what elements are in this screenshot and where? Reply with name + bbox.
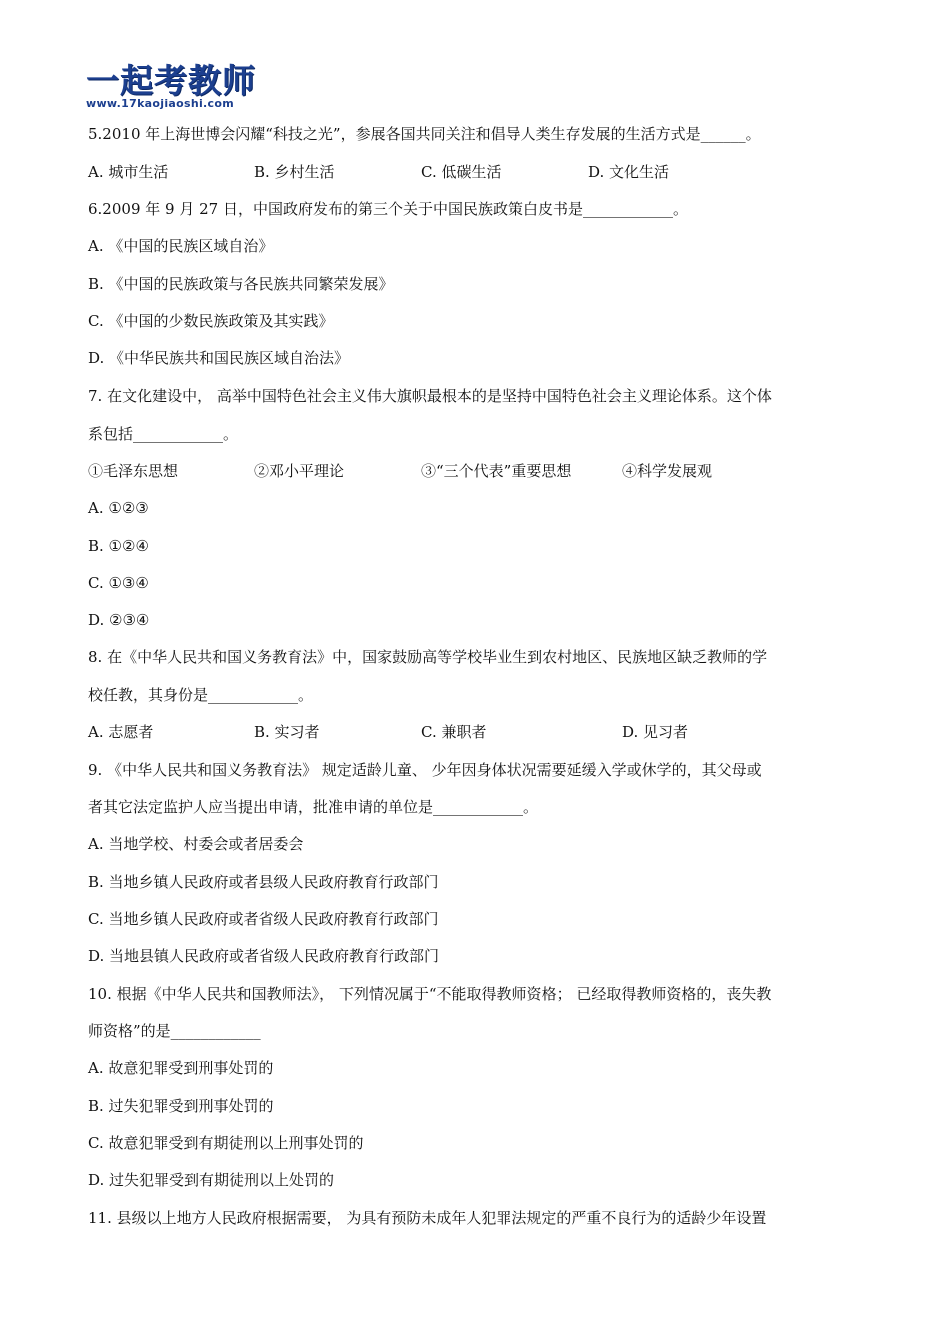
q9-option-d: D. 当地县镇人民政府或者省级人民政府教育行政部门 bbox=[88, 947, 440, 965]
q10-option-d: D. 过失犯罪受到有期徒刑以上处罚的 bbox=[88, 1171, 335, 1189]
logo bbox=[86, 61, 256, 112]
q6-option-a: A. 《中国的民族区域自治》 bbox=[88, 237, 274, 255]
q8-option-a: A. 志愿者 bbox=[88, 723, 154, 741]
q5-option-b: B. 乡村生活 bbox=[254, 163, 335, 181]
q8-option-c: C. 兼职者 bbox=[421, 723, 487, 741]
q10-option-a: A. 故意犯罪受到刑事处罚的 bbox=[88, 1059, 274, 1077]
q10-option-c: C. 故意犯罪受到有期徒刑以上刑事处罚的 bbox=[88, 1134, 364, 1152]
q7-item-2: ②邓小平理论 bbox=[254, 462, 345, 480]
q7-item-3: ③“三个代表”重要思想 bbox=[421, 462, 572, 480]
q9-option-b: B. 当地乡镇人民政府或者县级人民政府教育行政部门 bbox=[88, 873, 439, 891]
q5-stem: 5.2010 年上海世博会闪耀“科技之光”，参展各国共同关注和倡导人类生存发展的生活方式是______。 bbox=[88, 125, 761, 143]
q6-option-d: D. 《中华民族共和国民族区域自治法》 bbox=[88, 349, 350, 367]
q5-option-a: A. 城市生活 bbox=[88, 163, 169, 181]
q7-option-d: D. ②③④ bbox=[88, 611, 150, 629]
q9-option-a: A. 当地学校、村委会或者居委会 bbox=[88, 835, 304, 853]
q6-option-b: B. 《中国的民族政策与各民族共同繁荣发展》 bbox=[88, 275, 394, 293]
q9-option-c: C. 当地乡镇人民政府或者省级人民政府教育行政部门 bbox=[88, 910, 439, 928]
q9-stem-line2: 者其它法定监护人应当提出申请，批准申请的单位是____________。 bbox=[88, 798, 539, 816]
q7-stem-line2: 系包括____________。 bbox=[88, 425, 239, 443]
q7-stem-line1: 7. 在文化建设中， 高举中国特色社会主义伟大旗帜最根本的是坚持中国特色社会主义理论体系。这个体 bbox=[88, 387, 772, 405]
logo-title: 一起考教师 bbox=[86, 61, 256, 100]
q11-stem-line1: 11. 县级以上地方人民政府根据需要， 为具有预防未成年人犯罪法规定的严重不良行为的适龄少年设置 bbox=[88, 1209, 767, 1227]
q6-stem: 6.2009 年 9 月 27 日，中国政府发布的第三个关于中国民族政策白皮书是____________。 bbox=[88, 200, 688, 218]
q8-options bbox=[88, 722, 848, 742]
q8-option-d: D. 见习者 bbox=[622, 723, 689, 741]
q10-stem-line2: 师资格”的是____________ bbox=[88, 1022, 261, 1040]
q9-stem-line1: 9. 《中华人民共和国义务教育法》 规定适龄儿童、 少年因身体状况需要延缓入学或休学的，其父母或 bbox=[88, 761, 762, 779]
q7-items bbox=[88, 461, 848, 481]
q7-item-1: ①毛泽东思想 bbox=[88, 462, 179, 480]
q8-option-b: B. 实习者 bbox=[254, 723, 320, 741]
q7-option-c: C. ①③④ bbox=[88, 574, 149, 592]
logo-url: www.17kaojiaoshi.com bbox=[86, 97, 234, 110]
q5-option-c: C. 低碳生活 bbox=[421, 163, 502, 181]
q7-item-4: ④科学发展观 bbox=[622, 462, 713, 480]
q8-stem-line2: 校任教，其身份是____________。 bbox=[88, 686, 314, 704]
q10-option-b: B. 过失犯罪受到刑事处罚的 bbox=[88, 1097, 274, 1115]
q10-stem-line1: 10. 根据《中华人民共和国教师法》， 下列情况属于“不能取得教师资格； 已经取得教师资格的，丧失教 bbox=[88, 985, 772, 1003]
q8-stem-line1: 8. 在《中华人民共和国义务教育法》中，国家鼓励高等学校毕业生到农村地区、民族地区缺乏教师的学 bbox=[88, 648, 768, 666]
q5-option-d: D. 文化生活 bbox=[588, 163, 670, 181]
q7-option-b: B. ①②④ bbox=[88, 537, 149, 555]
q6-option-c: C. 《中国的少数民族政策及其实践》 bbox=[88, 312, 334, 330]
q7-option-a: A. ①②③ bbox=[88, 499, 149, 517]
q5-options bbox=[88, 162, 848, 182]
